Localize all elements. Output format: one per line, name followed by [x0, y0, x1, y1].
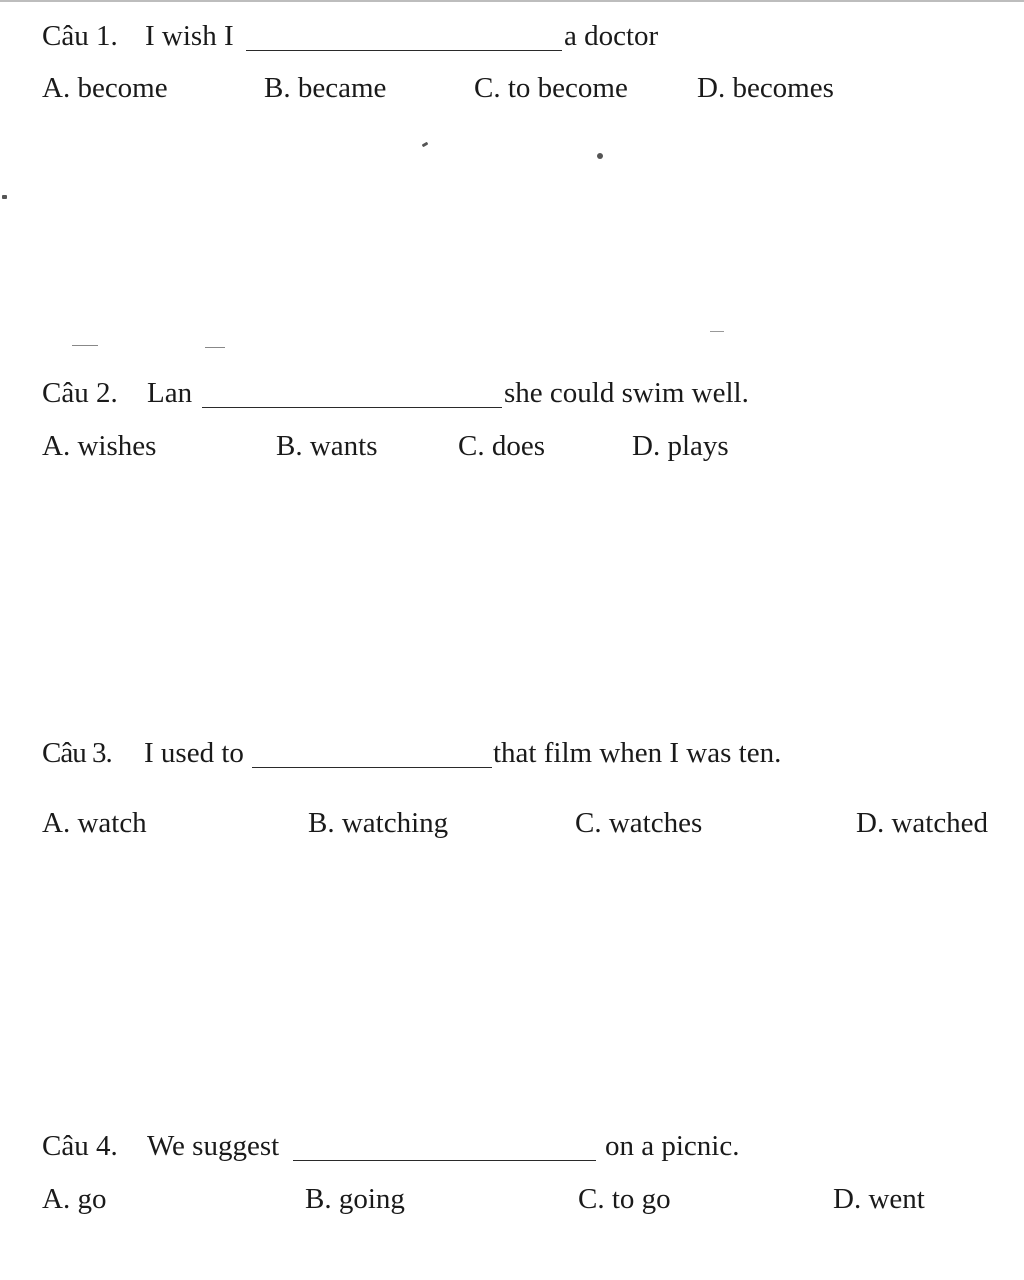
- question-1-option-b[interactable]: B. became: [264, 72, 387, 104]
- question-3-number: Câu 3.: [42, 737, 112, 769]
- question-3-option-d[interactable]: D. watched: [856, 807, 989, 839]
- scan-speck: [2, 195, 7, 199]
- question-4-stem-end: on a picnic.: [605, 1130, 740, 1162]
- question-4-number: Câu 4.: [42, 1130, 118, 1162]
- question-1-answer-blank[interactable]: [246, 50, 562, 51]
- question-2-option-b[interactable]: B. wants: [276, 430, 378, 462]
- question-4-option-d[interactable]: D. went: [833, 1183, 925, 1215]
- question-1-stem-start: I wish I: [145, 20, 234, 52]
- scan-mark: [205, 347, 225, 348]
- scan-mark: [710, 331, 724, 332]
- question-2-stem-start: Lan: [147, 377, 193, 409]
- question-3-stem-end: that film when I was ten.: [493, 737, 782, 769]
- question-4-option-a[interactable]: A. go: [42, 1183, 107, 1215]
- question-3-option-c[interactable]: C. watches: [575, 807, 703, 839]
- scan-mark: [72, 345, 98, 346]
- question-1-option-d[interactable]: D. becomes: [697, 72, 834, 104]
- question-1-number: Câu 1.: [42, 20, 118, 52]
- question-2-number: Câu 2.: [42, 377, 118, 409]
- question-3-option-b[interactable]: B. watching: [308, 807, 449, 839]
- scan-speck: [422, 142, 429, 148]
- question-4-stem-start: We suggest: [147, 1130, 280, 1162]
- question-1-option-c[interactable]: C. to become: [474, 72, 628, 104]
- question-1-stem-end: a doctor: [564, 20, 659, 52]
- question-3-answer-blank[interactable]: [252, 767, 492, 768]
- question-4-option-b[interactable]: B. going: [305, 1183, 405, 1215]
- question-2-stem-end: she could swim well.: [504, 377, 749, 409]
- question-2-answer-blank[interactable]: [202, 407, 502, 408]
- page-top-border: [0, 0, 1024, 2]
- question-3-stem-start: I used to: [144, 737, 244, 769]
- question-2-option-d[interactable]: D. plays: [632, 430, 729, 462]
- question-1-option-a[interactable]: A. become: [42, 72, 168, 104]
- question-4-option-c[interactable]: C. to go: [578, 1183, 671, 1215]
- question-2-option-a[interactable]: A. wishes: [42, 430, 157, 462]
- question-4-answer-blank[interactable]: [293, 1160, 596, 1161]
- question-3-option-a[interactable]: A. watch: [42, 807, 147, 839]
- scan-speck: [597, 153, 603, 159]
- question-2-option-c[interactable]: C. does: [458, 430, 545, 462]
